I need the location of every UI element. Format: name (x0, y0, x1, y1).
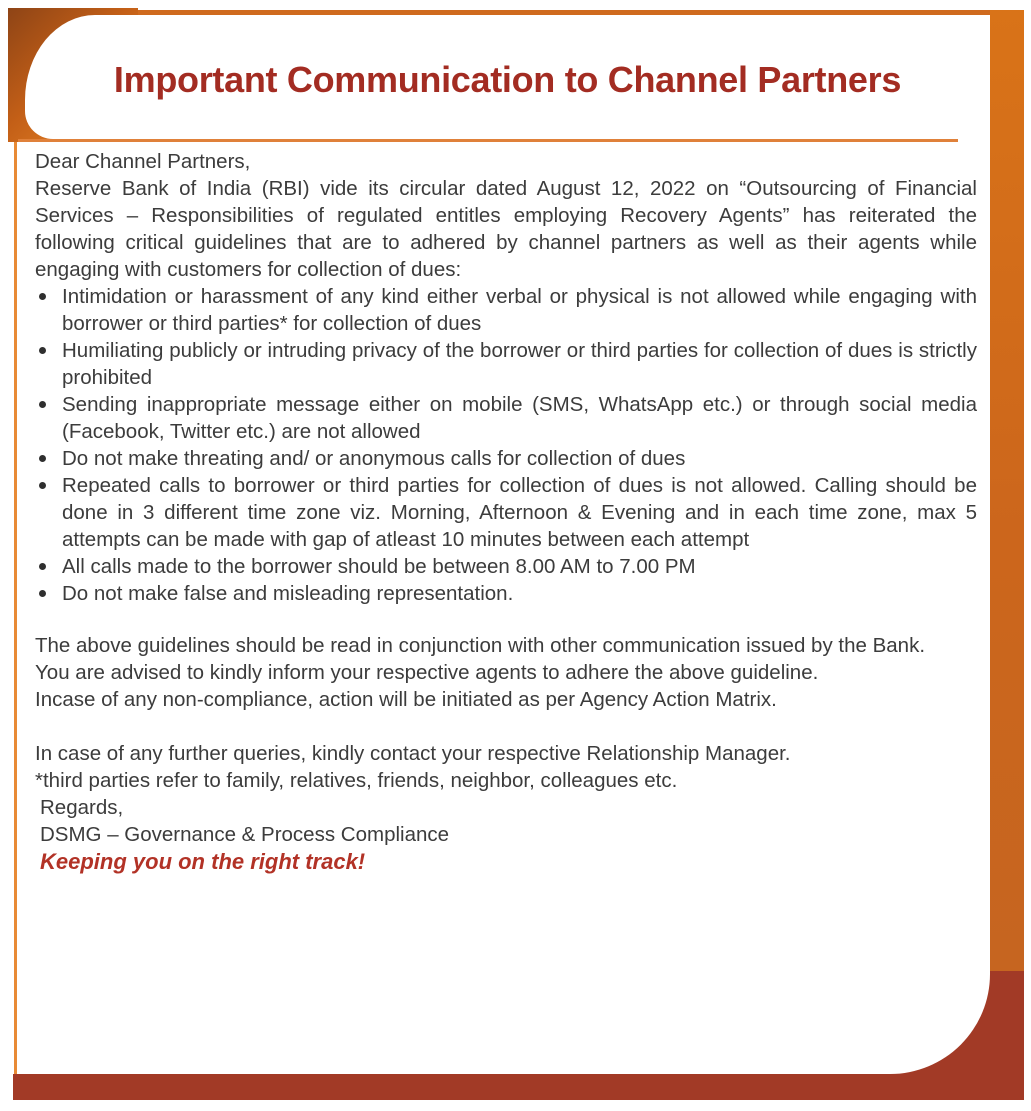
signature: DSMG – Governance & Process Compliance (40, 823, 450, 846)
guideline-item: All calls made to the borrower should be between 8.00 AM to 7.00 PM (35, 553, 977, 580)
footnote: *third parties refer to family, relatives, friends, neighbor, colleagues etc. (35, 769, 678, 792)
header (25, 15, 990, 139)
regards: Regards, (40, 796, 124, 819)
guideline-item: Repeated calls to borrower or third parties for collection of dues is not allowed. Calling should be done in 3 different time zone viz. Morning, Afternoon & Evening and in each time zone, max 5 attempts can be made with gap of atleast 10 minutes between each attempt (35, 472, 977, 553)
guideline-item: Intimidation or harassment of any kind either verbal or physical is not allowed while engaging with borrower or third parties* for collection of dues (35, 283, 977, 337)
guideline-item: Sending inappropriate message either on mobile (SMS, WhatsApp etc.) or through social media (Facebook, Twitter etc.) are not allowed (35, 391, 977, 445)
closing-note-paragraph: The above guidelines should be read in conjunction with other communication issued by the Bank. (35, 634, 926, 657)
guideline-item: Do not make false and misleading representation. (35, 580, 977, 607)
bottom-border-bar (13, 1074, 1024, 1100)
letter-body (35, 148, 977, 875)
tagline: Keeping you on the right track! (40, 849, 366, 874)
left-border-line (14, 10, 17, 1074)
salutation: Dear Channel Partners, (35, 150, 251, 173)
page-title: Important Communication to Channel Partners (113, 59, 902, 100)
advise-paragraph (35, 659, 977, 713)
guidelines-list (35, 283, 977, 607)
guideline-item: Do not make threating and/ or anonymous calls for collection of dues (35, 445, 977, 472)
intro-paragraph: Reserve Bank of India (RBI) vide its circular dated August 12, 2022 on “Outsourcing of Financial Services – Responsibilities of regulated entitles employing Recovery Agents” has reiterated the following critical guidelines that are to adhered by channel partners as well as their agents while engaging with customers for collection of dues: (35, 177, 977, 281)
advise-line-2: Incase of any non-compliance, action will be initiated as per Agency Action Matrix. (35, 688, 777, 711)
header-divider-line (18, 139, 958, 142)
advise-line-1: You are advised to kindly inform your respective agents to adhere the above guideline. (35, 661, 819, 684)
guideline-item: Humiliating publicly or intruding privacy of the borrower or third parties for collection of dues is strictly prohibited (35, 337, 977, 391)
queries-paragraph: In case of any further queries, kindly contact your respective Relationship Manager. (35, 742, 791, 765)
right-border-bar (990, 10, 1024, 971)
